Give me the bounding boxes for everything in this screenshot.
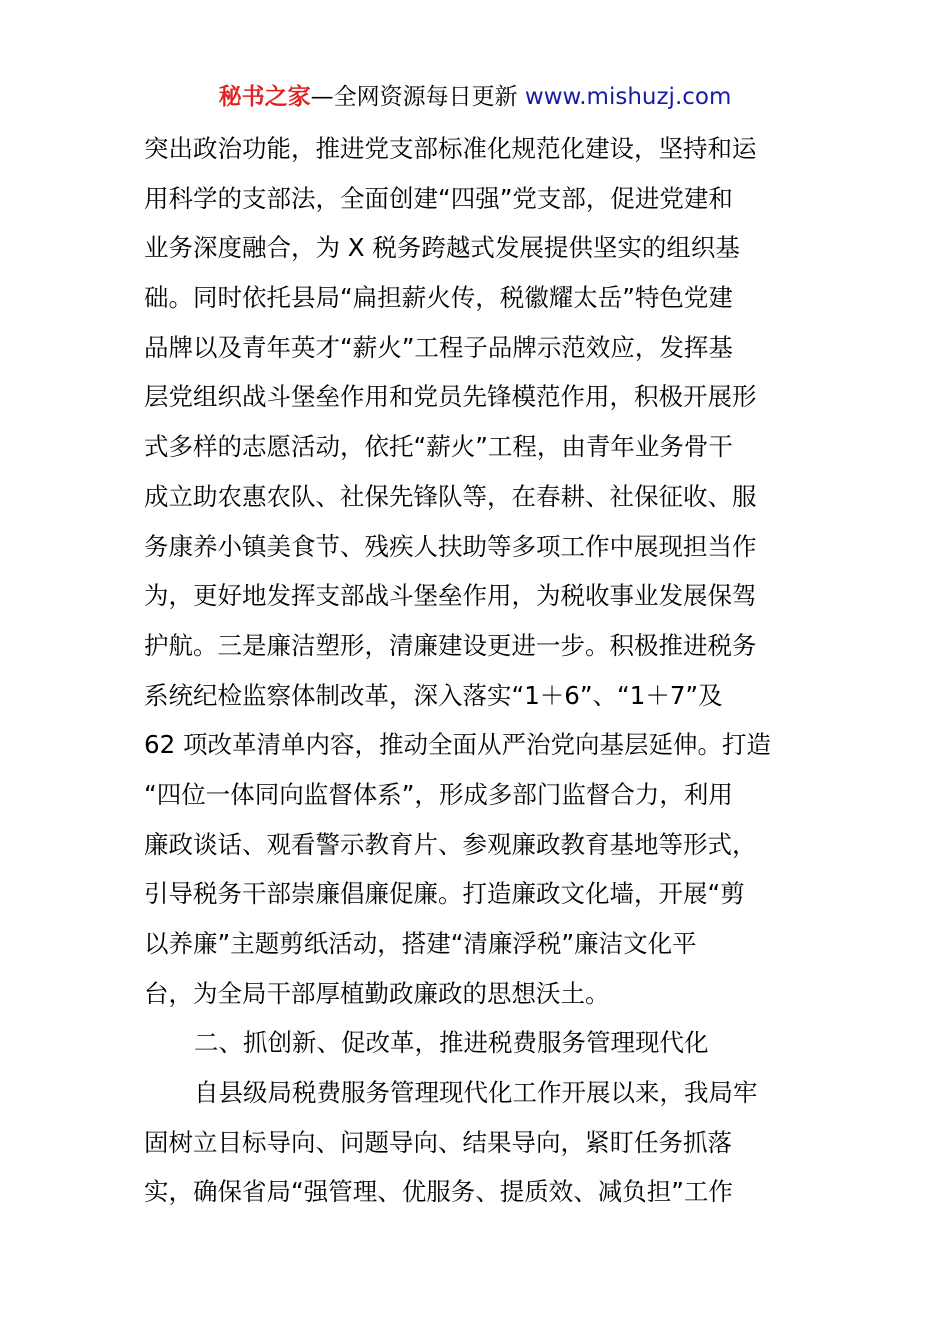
text-line: “四位一体同向监督体系”，形成多部门监督合力，利用 <box>144 779 733 809</box>
text-line: 实，确保省局“强管理、优服务、提质效、减负担”工作 <box>144 1177 733 1207</box>
text-line: 以养廉”主题剪纸活动，搭建“清廉浮税”廉洁文化平 <box>144 929 697 958</box>
text-line: 业务深度融合，为 X 税务跨越式发展提供坚实的组织基 <box>144 233 740 263</box>
text-line: 62 项改革清单内容，推动全面从严治党向基层延伸。打造 <box>144 730 771 760</box>
site-brand: 秘书之家 <box>218 84 311 110</box>
site-tagline: —全网资源每日更新 <box>310 84 518 110</box>
site-url-link[interactable]: www.mishuzj.com <box>524 84 732 110</box>
text-line: 固树立目标导向、问题导向、结果导向，紧盯任务抓落 <box>144 1127 732 1157</box>
section-heading: 二、抓创新、促改革，推进税费服务管理现代化 <box>194 1028 709 1058</box>
text-line: 层党组织战斗堡垒作用和党员先锋模范作用，积极开展形 <box>144 382 757 412</box>
text-line: 成立助农惠农队、社保先锋队等，在春耕、社保征收、服 <box>144 481 757 511</box>
text-line: 系统纪检监察体制改革，深入落实“1＋6”、“1＋7”及 <box>144 680 723 710</box>
text-line: 廉政谈话、观看警示教育片、参观廉政教育基地等形式， <box>144 829 757 859</box>
text-line: 础。同时依托县局“扁担薪火传，税徽耀太岳”特色党建 <box>144 283 733 313</box>
document-body <box>144 124 814 1217</box>
text-line: 用科学的支部法，全面创建“四强”党支部，促进党建和 <box>144 183 733 213</box>
text-line: 引导税务干部崇廉倡廉促廉。打造廉政文化墙，开展“剪 <box>144 879 745 909</box>
text-line: 品牌以及青年英才“薪火”工程子品牌示范效应，发挥基 <box>144 332 733 362</box>
text-line: 自县级局税费服务管理现代化工作开展以来，我局牢 <box>194 1078 758 1108</box>
text-line: 护航。三是廉洁塑形，清廉建设更进一步。积极推进税务 <box>144 630 757 660</box>
page-header <box>0 80 950 114</box>
text-line: 式多样的志愿活动，依托“薪火”工程，由青年业务骨干 <box>144 432 733 462</box>
text-line: 务康养小镇美食节、残疾人扶助等多项工作中展现担当作 <box>144 531 757 561</box>
text-line: 台，为全局干部厚植勤政廉政的思想沃土。 <box>144 978 610 1008</box>
text-line: 突出政治功能，推进党支部标准化规范化建设，坚持和运 <box>144 134 757 163</box>
text-line: 为，更好地发挥支部战斗堡垒作用，为税收事业发展保驾 <box>144 581 757 611</box>
